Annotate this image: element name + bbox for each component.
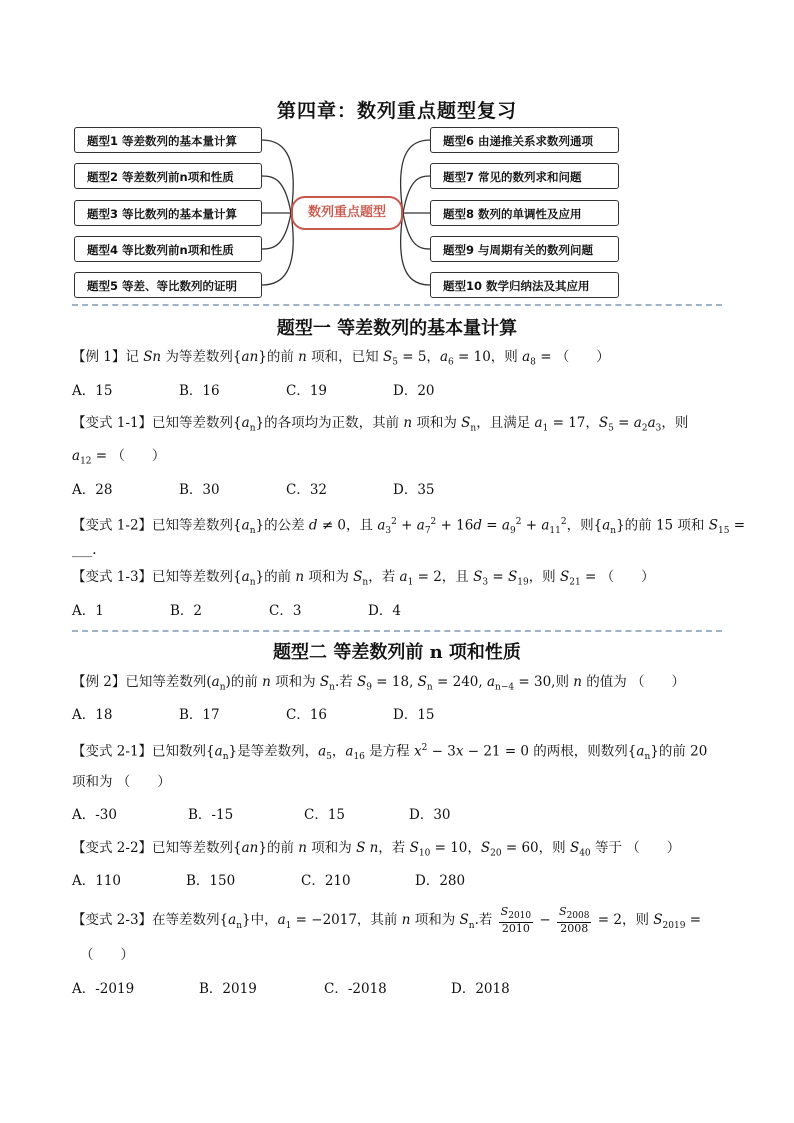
option-a: A．28	[72, 482, 113, 498]
question-ex2: 【例 2】已知等差数列$(a_n)$的前 n 项和为 $S_n$.若 $S_9 = 18$, $S_n = 240$, $a_{n-4} = 30$,则 n 的值为 （ ）	[72, 674, 686, 693]
mindmap-topic-6: 题型6 由递推关系求数列通项	[430, 127, 619, 153]
option-c: C．210	[301, 873, 351, 889]
option-b: B．2	[170, 603, 203, 619]
option-c: C．15	[304, 807, 346, 823]
section-title: 题型一 等差数列的基本量计算	[276, 318, 518, 339]
option-c: C．19	[286, 383, 328, 399]
option-a: A．18	[72, 707, 113, 723]
option-d: D．4	[368, 603, 401, 619]
option-b: B．30	[179, 482, 220, 498]
mindmap-topic-7: 题型7 常见的数列求和问题	[430, 163, 619, 189]
question-label: 【例 1】	[72, 349, 126, 365]
option-b: B．-15	[188, 807, 234, 823]
mindmap-topic-3: 题型3 等比数列的基本量计算	[74, 200, 262, 226]
mindmap-connectors	[0, 0, 794, 310]
question-label: 【变式 2-2】	[72, 840, 153, 856]
section-title: 题型二 等差数列前 n 项和性质	[273, 642, 521, 663]
option-d: D．30	[409, 807, 451, 823]
question-v11: 【变式 1-1】已知等差数列$\{a_n\}$的各项均为正数，其前 n 项和为 $S_n$，且满足 $a_1 = 17$，$S_5 = a_2a_3$，则	[72, 415, 689, 434]
question-v13: 【变式 1-3】已知等差数列$\{a_n\}$的前 n 项和为 $S_n$，若 $a_1 = 2$，且 $S_3 = S_{19}$，则 $S_{21}$ = （ ）	[72, 569, 655, 588]
option-a: A．110	[72, 873, 122, 889]
option-d: D．20	[393, 383, 435, 399]
mindmap-topic-10: 题型10 数学归纳法及其应用	[430, 272, 619, 298]
option-c: C．-2018	[324, 981, 387, 997]
mindmap-topic-5: 题型5 等差、等比数列的证明	[74, 272, 262, 298]
question-v12-blank: ___.	[72, 542, 97, 558]
option-a: A．15	[72, 383, 113, 399]
question-v23: 【变式 2-3】在等差数列$\{a_n\}$中，$a_1 = -2017$，其前 n 项和为 $S_n$.若 $\frac{S_{2010}}{2010}$ − $\frac{S_{2008}}{2008}$ = 2，则 $S_{2019}$ =	[72, 905, 702, 936]
question-label: 【变式 1-2】	[72, 517, 153, 534]
question-v21-cont: 项和为 （ ）	[72, 774, 171, 790]
option-d: D．2018	[451, 981, 510, 997]
mindmap-topic-1: 题型1 等差数列的基本量计算	[74, 127, 262, 153]
section-divider	[72, 630, 722, 632]
option-b: B．16	[179, 383, 220, 399]
option-d: D．35	[393, 482, 435, 498]
question-v22: 【变式 2-2】已知等差数列{an}的前 n 项和为 S n，若 $S_{10} = 10$，$S_{20} = 60$，则 $S_{40}$ 等于 （ ）	[72, 840, 681, 859]
question-ex1: 【例 1】记 Sn 为等差数列{an}的前 n 项和，已知 $S_5 = 5$，$a_6 = 10$，则 $a_8$ = （ ）	[72, 349, 610, 368]
option-b: B．150	[186, 873, 236, 889]
question-v11-cont: $a_{12}$ = （ ）	[72, 448, 166, 467]
document-title: 第四章：数列重点题型复习	[276, 100, 517, 122]
question-v21: 【变式 2-1】已知数列$\{a_n\}$是等差数列，$a_5$，$a_{16}$ 是方程 $x^2 - 3x - 21 = 0$ 的两根，则数列$\{a_n\}$的前 20	[72, 743, 708, 763]
mindmap-topic-9: 题型9 与周期有关的数列问题	[430, 236, 619, 262]
option-c: C．32	[286, 482, 328, 498]
mindmap-topic-2: 题型2 等差数列前n项和性质	[74, 163, 262, 189]
question-v12: 【变式 1-2】已知等差数列$\{a_n\}$的公差 d ≠ 0，且 $a_3^2 + a_7^2 + 16d = a_9^2 + a_{11}^2$，则$\{a_n\}$的前 15 项和 $S_{15}$ =	[72, 517, 746, 537]
option-a: A．1	[72, 603, 104, 619]
option-b: B．17	[179, 707, 220, 723]
option-c: C．3	[269, 603, 302, 619]
option-c: C．16	[286, 707, 328, 723]
option-d: D．280	[415, 873, 466, 889]
mindmap-center: 数列重点题型	[291, 196, 403, 230]
option-a: A．-2019	[72, 981, 135, 997]
question-label: 【变式 2-1】	[72, 743, 153, 760]
section-divider	[72, 304, 722, 306]
question-label: 【变式 1-1】	[72, 415, 153, 431]
mindmap-topic-8: 题型8 数列的单调性及应用	[430, 200, 619, 226]
mindmap-topic-4: 题型4 等比数列前n项和性质	[74, 236, 262, 262]
question-label: 【变式 2-3】	[72, 912, 153, 929]
question-v23-cont: （ ）	[80, 947, 134, 963]
option-d: D．15	[393, 707, 435, 723]
question-label: 【变式 1-3】	[72, 569, 153, 585]
question-label: 【例 2】	[72, 674, 126, 690]
option-a: A．-30	[72, 807, 117, 823]
option-b: B．2019	[199, 981, 257, 997]
